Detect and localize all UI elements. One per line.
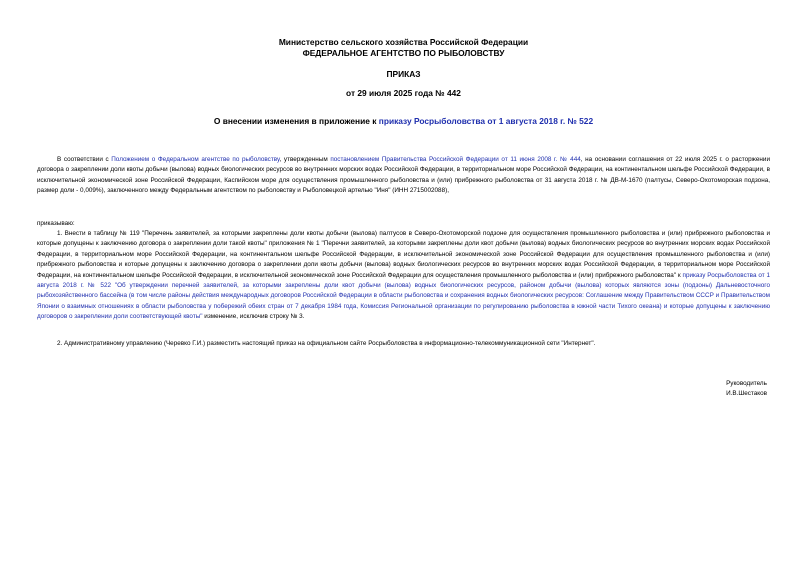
document-title bbox=[0, 116, 807, 127]
ordered-label: приказываю: bbox=[37, 220, 75, 227]
order-item-2: 2. Административному управлению (Черевко Г.И.) разместить настоящий приказ на официальном сайте Росрыболовства в информационно-телекоммуникационной сети "Интернет". bbox=[57, 340, 596, 347]
title-link-order-522[interactable]: приказу Росрыболовства от 1 августа 2018 г. № 522 bbox=[378, 116, 594, 126]
order-item-1 bbox=[37, 229, 770, 323]
signatory-position: Руководитель bbox=[726, 380, 767, 387]
title-text: О внесении изменения в приложение к bbox=[213, 116, 379, 126]
agency-name: ФЕДЕРАЛЬНОЕ АГЕНТСТВО ПО РЫБОЛОВСТВУ bbox=[302, 48, 505, 58]
document-type: ПРИКАЗ bbox=[386, 69, 421, 79]
item1-text-2: изменение, исключив строку № 3. bbox=[202, 313, 305, 321]
preamble-text-1: В соответствии с bbox=[57, 156, 112, 163]
preamble-paragraph bbox=[37, 155, 770, 197]
preamble-text-3: , на основании соглашения от 22 июля 2025 г. о расторжении договора о закреплении доли квоты добычи (вылова) водных биологических ресурсов во внутренних морских водах Российской Федерации, в территориальном море Российской Федерации, на континентальном шельфе Российской Федерации, в исключительной экономической зоне Российской Федерации, Каспийском море для осуществления промышленного рыболовства и (или) прибрежного рыболовства от 31 августа 2018 г. № ДВ-М-1670 (палтусы, Северо-Охотоморская подзона, размер доли - 0,009%), заключенного между Федеральным агентством по рыболовству и Рыболовецкой артелью "Иня" (ИНН 2715002088), bbox=[37, 156, 771, 195]
link-government-decree[interactable]: постановлением Правительства Российской Федерации от 11 июня 2008 г. № 444 bbox=[330, 156, 581, 163]
signatory-name: И.В.Шестаков bbox=[726, 390, 767, 398]
item1-text-1: 1. Внести в таблицу № 119 "Перечень заявителей, за которыми закреплены доли квоты добычи (вылова) палтусов в Северо-Охотоморской подзоне для осуществления промышленного рыболовства и (или) прибрежного рыболовства и которые допущены к заключению договора о закреплении доли такой квоты" приложения № 1 "Перечни заявителей, за которыми закреплены доли квот добычи (вылова) водных биологических ресурсов во внутренних морских водах Российской Федерации, в территориальном море Российской Федерации, на континентальном шельфе Российской Федерации, в исключительной экономической зоне Российской Федерации для осуществления промышленного рыболовства и (или) прибрежного рыболовства и которые допущены к заключению договора о закреплении доли квоты добычи (вылова) водных биологических ресурсов во внутренних морских водах Российской Федерации, в территориальном море Российской Федерации, на континентальном шельфе Российской Федерации, в исключительной экономической зоне Российской Федерации для осуществления промышленного рыболовства и (или) прибрежного рыболовства" к bbox=[37, 230, 770, 279]
document-date-number: от 29 июля 2025 года № 442 bbox=[346, 88, 461, 98]
link-order-522-full[interactable]: приказу Росрыболовства от 1 августа 2018 г. № 522 "Об утверждении перечней заявителей, за которыми закреплены доли квот добычи (вылова) водных биологических ресурсов, районом добычи (вылова) которых являются зоны (подзоны) Дальневосточного рыбохозяйственного бассейна (в том числе районы действия международных договоров Российской Федерации в области рыболовства и сохранения водных биологических ресурсов: Соглашение между Правительством СССР и Правительством Японии о взаимных отношениях в области рыболовства у побережий обеих стран от 7 декабря 1984 года, Комиссия Региональной организации по регулированию рыболовства в южной части Тихого океана) и которые допущены к заключению договоров о закреплении доли соответствующей квоты" bbox=[37, 271, 770, 321]
signature-block bbox=[726, 379, 767, 400]
preamble-text-2: , утвержденным bbox=[279, 156, 331, 163]
document-header bbox=[0, 37, 807, 99]
ministry-name: Министерство сельского хозяйства Российской Федерации bbox=[278, 37, 529, 47]
link-regulation[interactable]: Положением о Федеральном агентстве по рыболовству bbox=[111, 156, 280, 163]
